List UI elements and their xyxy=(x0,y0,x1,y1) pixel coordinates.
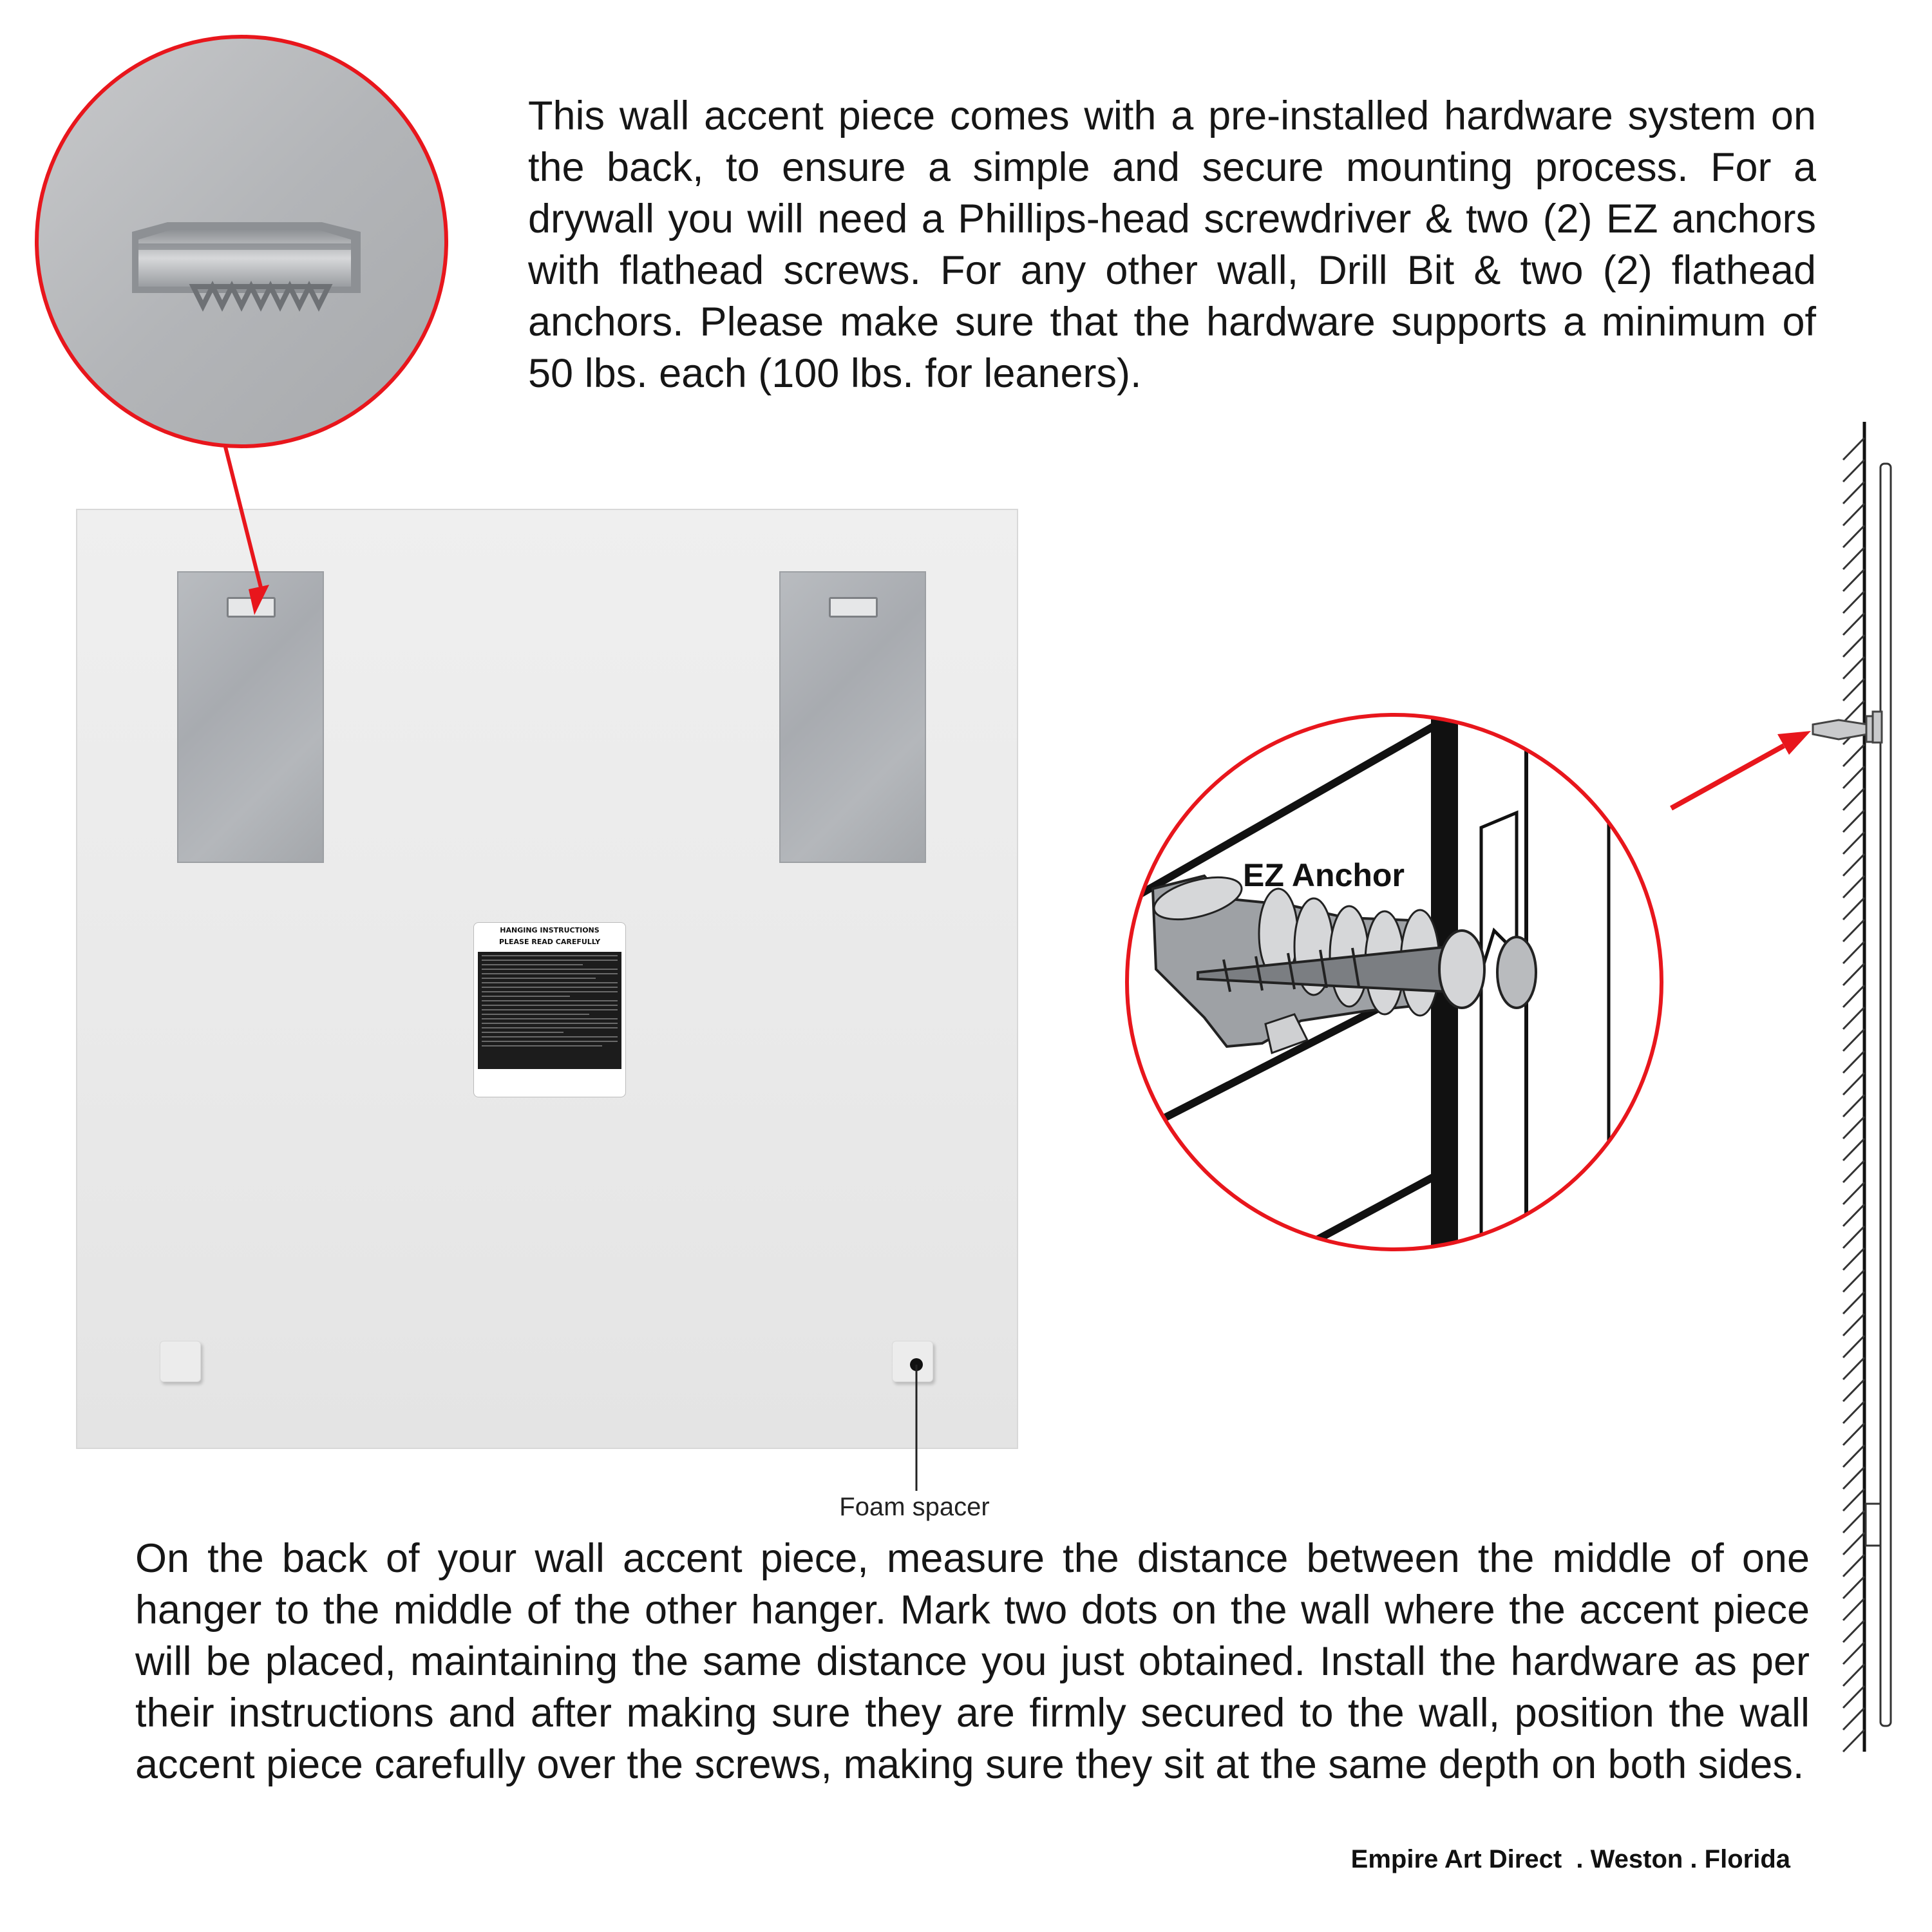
company-footer: Empire Art Direct . Weston . Florida xyxy=(1350,1845,1790,1873)
callout-arrow-top-icon xyxy=(225,447,269,615)
ez-anchor-label: EZ Anchor xyxy=(1243,857,1405,893)
zoom-circle-sawtooth-hanger-icon xyxy=(26,26,464,464)
wall-hatch-profile-icon xyxy=(1813,422,1891,1752)
instructions-paragraph: On the back of your wall accent piece, measure the distance between the middle of one hanger to the middle of the other hanger. Mark two dots on the wall where the accent piece will be placed, maintaining the same distance you just obtained. Install the hardware as per their instructions and after making sure they are firmly secured to the wall, position the wall accent piece carefully over the screws, making sure they sit at the same depth on both sides. xyxy=(135,1536,1810,1787)
callout-arrow-right-icon xyxy=(1671,731,1811,808)
label-title-line1: HANGING INSTRUCTIONS xyxy=(500,926,600,934)
zoom-circle-ez-anchor-icon xyxy=(1127,683,1662,1282)
label-title-line2: PLEASE READ CAREFULLY xyxy=(498,938,601,946)
foam-spacer-pointer-icon xyxy=(910,1358,923,1491)
foam-spacer-label: Foam spacer xyxy=(839,1493,990,1521)
intro-paragraph: This wall accent piece comes with a pre-installed hardware system on the back, to ensure a simple and secure mounting process. For a drywall you will need a Phillips-head screwdriver & two (2) EZ anchors with flathead screws. For any other wall, Drill Bit & two (2) flathead anchors. Please make sure that the hardware supports a minimum of 50 lbs. each (100 lbs. for leaners). xyxy=(528,93,1816,396)
